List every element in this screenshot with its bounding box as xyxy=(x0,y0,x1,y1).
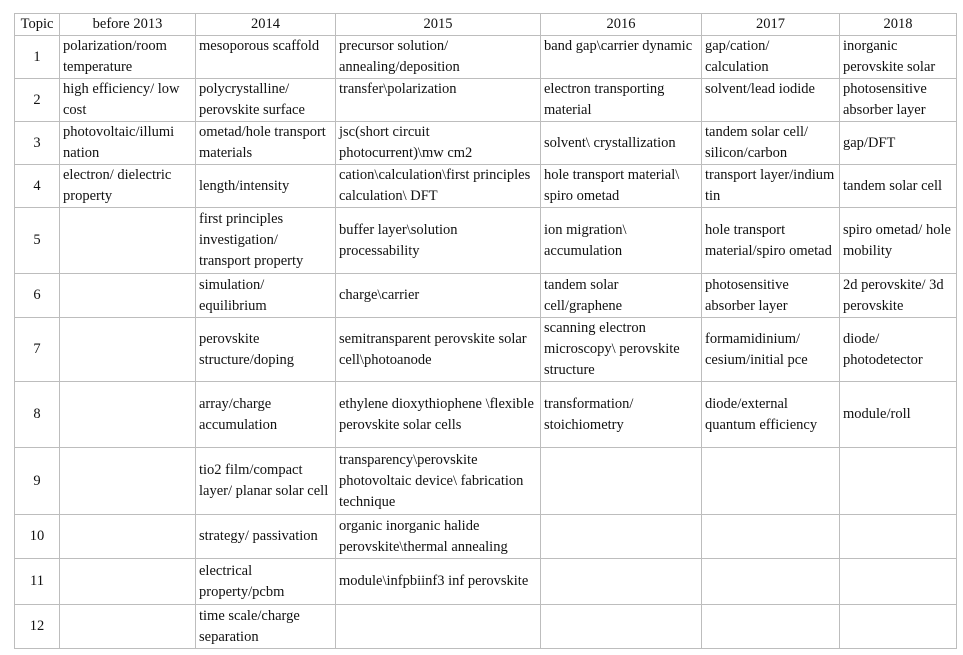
table-cell xyxy=(541,36,702,79)
cell-text: formamidinium/ cesium/initial pce xyxy=(705,330,808,368)
topic-number: 1 xyxy=(15,36,60,79)
cell-text: gap/cation/ calculation xyxy=(705,38,770,75)
cell-text: tandem solar cell/ silicon/carbon xyxy=(705,124,809,161)
table-cell xyxy=(60,515,196,559)
table-cell xyxy=(60,448,196,515)
table-cell xyxy=(60,165,196,208)
table-header xyxy=(15,14,957,36)
table-cell xyxy=(541,79,702,122)
table-cell xyxy=(702,208,840,274)
cell-text: module\infpbiinf3 inf perovskite xyxy=(339,573,529,589)
cell-text: transparency\perovskite photovoltaic device\ fabrication technique xyxy=(339,451,524,510)
cell-text: 2d perovskite/ 3d perovskite xyxy=(843,276,944,314)
table-cell xyxy=(60,208,196,274)
table-cell xyxy=(840,122,957,165)
topic-number: 6 xyxy=(15,274,60,318)
cell-text: organic inorganic halide perovskite\thermal annealing xyxy=(339,517,508,555)
topic-number: 8 xyxy=(15,382,60,448)
cell-text: precursor solution/ annealing/deposition xyxy=(339,38,460,75)
column-header-4: 2016 xyxy=(541,14,702,36)
cell-text: jsc(short circuit photocurrent)\mw cm2 xyxy=(339,124,473,161)
topic-number: 2 xyxy=(15,79,60,122)
table-cell xyxy=(336,79,541,122)
table-cell xyxy=(702,165,840,208)
table-cell xyxy=(196,165,336,208)
cell-text: buffer layer\solution processability xyxy=(339,221,458,259)
table-cell xyxy=(60,318,196,382)
table-cell xyxy=(60,36,196,79)
cell-text: solvent\ crystallization xyxy=(544,134,676,151)
table-cell xyxy=(702,79,840,122)
table-cell xyxy=(702,274,840,318)
table-cell xyxy=(336,559,541,605)
table-cell xyxy=(702,122,840,165)
cell-text: solvent/lead iodide xyxy=(705,81,815,97)
cell-text: diode/ photodetector xyxy=(843,330,923,368)
table-cell xyxy=(336,274,541,318)
table-cell xyxy=(60,559,196,605)
column-header-6: 2018 xyxy=(840,14,957,36)
table-row xyxy=(15,318,957,382)
cell-text: tandem solar cell/graphene xyxy=(544,276,623,314)
table-cell xyxy=(541,122,702,165)
cell-text: electron transporting material xyxy=(544,81,665,118)
cell-text: polycrystalline/ perovskite surface xyxy=(199,81,305,118)
topic-number: 10 xyxy=(15,515,60,559)
topic-number: 4 xyxy=(15,165,60,208)
cell-text: ometad/hole transport materials xyxy=(199,124,326,161)
cell-text: cation\calculation\first principles calculation\ DFT xyxy=(339,167,531,204)
column-header-3: 2015 xyxy=(336,14,541,36)
table-row xyxy=(15,274,957,318)
topic-number: 7 xyxy=(15,318,60,382)
cell-text: polarization/room temperature xyxy=(63,38,167,75)
cell-text: perovskite structure/doping xyxy=(199,330,295,368)
cell-text: hole transport material\ spiro ometad xyxy=(544,167,680,204)
table-row xyxy=(15,36,957,79)
table-cell xyxy=(702,318,840,382)
table-cell xyxy=(541,382,702,448)
table-cell xyxy=(196,448,336,515)
table-cell xyxy=(840,36,957,79)
cell-text: charge\carrier xyxy=(339,287,420,303)
topic-number: 12 xyxy=(15,605,60,649)
table-cell xyxy=(840,515,957,559)
table-cell xyxy=(541,318,702,382)
topic-number: 9 xyxy=(15,448,60,515)
column-header-0: Topic xyxy=(15,14,60,36)
cell-text: inorganic perovskite solar xyxy=(843,38,936,75)
cell-text: time scale/charge separation xyxy=(199,607,300,645)
cell-text: spiro ometad/ hole mobility xyxy=(843,221,951,259)
table-cell xyxy=(541,274,702,318)
cell-text: high efficiency/ low cost xyxy=(63,81,180,118)
table-cell xyxy=(60,122,196,165)
table-cell xyxy=(336,165,541,208)
table-cell xyxy=(840,79,957,122)
table-cell xyxy=(196,318,336,382)
table-cell xyxy=(840,318,957,382)
cell-text: electrical property/pcbm xyxy=(199,562,285,600)
cell-text: mesoporous scaffold xyxy=(199,38,320,54)
table-row xyxy=(15,122,957,165)
cell-text: ion migration\ accumulation xyxy=(544,221,627,259)
table-row xyxy=(15,165,957,208)
table-cell xyxy=(541,208,702,274)
cell-text: transfer\polarization xyxy=(339,81,457,97)
cell-text: strategy/ passivation xyxy=(199,528,318,544)
table-cell xyxy=(702,36,840,79)
cell-text: module/roll xyxy=(843,406,911,422)
cell-text: hole transport material/spiro ometad xyxy=(705,221,832,259)
cell-text: photovoltaic/illumi nation xyxy=(63,124,175,161)
cell-text: transformation/ stoichiometry xyxy=(544,395,634,433)
cell-text: scanning electron microscopy\ perovskite structure xyxy=(544,320,680,378)
table-cell xyxy=(541,448,702,515)
table-cell xyxy=(840,208,957,274)
table-cell xyxy=(60,274,196,318)
table-row xyxy=(15,559,957,605)
table-cell xyxy=(60,382,196,448)
table-cell xyxy=(541,165,702,208)
table-cell xyxy=(196,208,336,274)
table-cell xyxy=(336,515,541,559)
table-cell xyxy=(541,559,702,605)
column-header-2: 2014 xyxy=(196,14,336,36)
table-cell xyxy=(541,605,702,649)
topic-number: 3 xyxy=(15,122,60,165)
table-cell xyxy=(840,448,957,515)
table-cell xyxy=(336,122,541,165)
table-cell xyxy=(196,79,336,122)
table-row xyxy=(15,79,957,122)
column-header-5: 2017 xyxy=(702,14,840,36)
table-cell xyxy=(336,448,541,515)
table-cell xyxy=(336,605,541,649)
cell-text: photosensitive absorber layer xyxy=(705,276,789,314)
table-cell xyxy=(840,274,957,318)
cell-text: transport layer/indium tin xyxy=(705,167,835,204)
column-header-1: before 2013 xyxy=(60,14,196,36)
table-cell xyxy=(196,382,336,448)
header-row xyxy=(15,14,957,36)
table-cell xyxy=(196,559,336,605)
topic-number: 11 xyxy=(15,559,60,605)
table-row xyxy=(15,448,957,515)
table-cell xyxy=(196,274,336,318)
cell-text: array/charge accumulation xyxy=(199,395,278,433)
table-cell xyxy=(336,208,541,274)
cell-text: ethylene dioxythiophene \flexible perovskite solar cells xyxy=(339,395,534,433)
table-cell xyxy=(702,448,840,515)
table-row xyxy=(15,515,957,559)
cell-text: electron/ dielectric property xyxy=(63,167,172,204)
cell-text: diode/external quantum efficiency xyxy=(705,395,818,433)
table-cell xyxy=(196,515,336,559)
table-cell xyxy=(336,318,541,382)
table-cell xyxy=(840,559,957,605)
table-cell xyxy=(196,36,336,79)
table-cell xyxy=(702,382,840,448)
table-cell xyxy=(60,79,196,122)
cell-text: tandem solar cell xyxy=(843,177,943,194)
table-cell xyxy=(541,515,702,559)
cell-text: tio2 film/compact layer/ planar solar cell xyxy=(199,462,329,499)
table-cell xyxy=(60,605,196,649)
table-row xyxy=(15,208,957,274)
table-cell xyxy=(702,605,840,649)
table-cell xyxy=(840,165,957,208)
table-row xyxy=(15,382,957,448)
topics-table xyxy=(14,13,957,649)
table-cell xyxy=(196,605,336,649)
cell-text: first principles investigation/ transport property xyxy=(199,211,304,269)
cell-text: gap/DFT xyxy=(843,134,896,151)
table-cell xyxy=(196,122,336,165)
table-body xyxy=(15,36,957,649)
table-cell xyxy=(702,559,840,605)
cell-text: photosensitive absorber layer xyxy=(843,81,927,118)
cell-text: simulation/ equilibrium xyxy=(199,276,267,314)
table-cell xyxy=(840,382,957,448)
table-cell xyxy=(336,382,541,448)
cell-text: length/intensity xyxy=(199,177,290,194)
cell-text: band gap\carrier dynamic xyxy=(544,38,693,54)
table-cell xyxy=(702,515,840,559)
cell-text: semitransparent perovskite solar cell\photoanode xyxy=(339,330,527,368)
table-cell xyxy=(336,36,541,79)
table-cell xyxy=(840,605,957,649)
topic-number: 5 xyxy=(15,208,60,274)
table-row xyxy=(15,605,957,649)
